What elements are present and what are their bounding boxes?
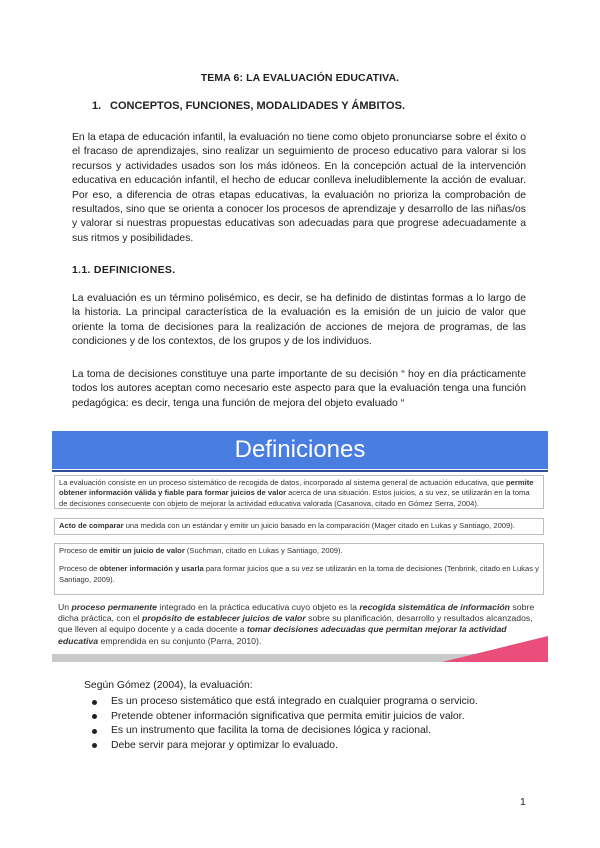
definition-box-casanova	[54, 475, 544, 509]
box3-line1-bold: emitir un juicio de valor	[99, 546, 185, 555]
bullet-icon	[92, 729, 97, 734]
slide-accent-shape	[442, 636, 548, 662]
intro-paragraph: En la etapa de educación infantil, la evaluación no tiene como objeto pronunciarse sobre el éxito o el fracaso de aprendizajes, sino realizar un seguimiento de proceso educativo para valorar si los recursos y actividades usados son los más idóneos. En la concepción actual de la intervención educativa en educación infantil, el hecho de educar conlleva ineludiblemente la acción de evaluar. Por eso, a diferencia de otras etapas educativas, la evaluación no prioriza la comprobación de resultados, sino que se orienta a conocer los procesos de aprendizaje y desarrollo de las niñas/os y valorar si nuestras propuestas educativas son adecuadas para que progrese adecuadamente a sus ritmos y posibilidades.	[72, 132, 526, 244]
section-title: CONCEPTOS, FUNCIONES, MODALIDADES Y ÁMBITOS.	[110, 100, 405, 112]
box3-line1-b: (Suchman, citado en Lukas y Santiago, 2009).	[184, 546, 343, 555]
quote-h: tomar decisiones adecuadas que permitan mejorar la actividad educativa	[58, 624, 507, 646]
page-number: 1	[520, 796, 526, 808]
box3-line2-b: para formar juicios que a su vez se utilizarán en la toma de decisiones (Tenbrink, citado en Lukas y Santiago, 2009).	[59, 564, 539, 584]
document-title: TEMA 6: LA EVALUACIÓN EDUCATIVA.	[200, 72, 400, 84]
decision-paragraph: La toma de decisiones constituye una parte importante de su decisión “ hoy en día prácticamente todos los autores aceptan como necesario este aspecto para que la evaluación tenga una función pedagógica: es decir, tenga una función de mejora del objeto evaluado “	[72, 369, 526, 409]
box1-text-b: acerca de una situación. Estos juicios, a su vez, se utilizarán en la toma de decisiones consecuente con objeto de mejorar la actividad educativa valorada (Casanova, citado en Gómez Serra, 2004).	[59, 488, 530, 508]
box3-line2-a: Proceso de	[59, 564, 100, 574]
slide-title: Definiciones	[234, 436, 366, 463]
definition-box-suchman-tenbrink	[54, 543, 544, 595]
bullet-icon	[92, 714, 97, 719]
bullet-icon	[92, 743, 97, 748]
quote-g: sobre su planificación, desarrollo y resultados alcanzados, que lleven al equipo docente y a cada docente a	[58, 613, 533, 635]
box1-text-bold: permite obtener información válida y fiable para formar juicios de valor	[59, 478, 534, 498]
quote-i: emprendida en su conjunto (Parra, 2010).	[98, 635, 262, 646]
definition-box-mager	[54, 518, 544, 535]
section-heading	[92, 100, 405, 112]
gomez-list	[92, 695, 478, 753]
quote-b: proceso permanente	[71, 602, 157, 612]
gomez-intro: Según Gómez (2004), la evaluación:	[84, 680, 253, 691]
box2-text-bold: Acto de comparar	[59, 521, 124, 530]
list-item-text: Pretende obtener información significativa que permita emitir juicios de valor.	[111, 710, 465, 722]
definitions-slide-image	[52, 431, 548, 662]
list-item	[92, 710, 478, 725]
list-item	[92, 695, 478, 710]
quote-c: integrado en la práctica educativa cuyo objeto es la	[157, 602, 360, 612]
box1-text-a: La evaluación consiste en un proceso sistemático de recogida de datos, incorporado al sistema general de actuación educativa, que	[59, 478, 507, 487]
quote-a: Un	[58, 602, 72, 612]
list-item-text: Es un instrumento que facilita la toma de decisiones lógica y racional.	[111, 725, 431, 737]
box3-line2-bold: obtener información y usarla	[99, 564, 204, 574]
list-item	[92, 724, 478, 739]
list-item-text: Debe servir para mejorar y optimizar lo evaluado.	[111, 739, 338, 751]
list-item	[92, 739, 478, 754]
box3-line1-a: Proceso de	[59, 546, 100, 555]
definition-paragraph: La evaluación es un término polisémico, es decir, se ha definido de distintas formas a lo largo de la historia. La principal característica de la evaluación es la emisión de un juicio de valor que oriente la toma de decisiones para la realización de acciones de mejora de programas, de las condiciones y de los contextos, de los grupos y de los individuos.	[72, 293, 526, 348]
subsection-heading: 1.1. DEFINICIONES.	[72, 264, 176, 276]
section-number: 1.	[92, 100, 102, 112]
quote-d: recogida sistemática de información	[359, 602, 510, 612]
quote-f: propósito de establecer juicios de valor	[142, 613, 306, 624]
slide-divider	[52, 470, 548, 472]
quote-e: sobre dicha práctica, con el	[58, 602, 535, 624]
list-item-text: Es un proceso sistemático que está integrado en cualquier programa o servicio.	[111, 696, 478, 707]
bullet-icon	[92, 700, 97, 705]
box2-text: una medida con un estándar y emitir un juicio basado en la comparación (Mager citado en Lukas y Santiago, 2009).	[123, 521, 515, 530]
